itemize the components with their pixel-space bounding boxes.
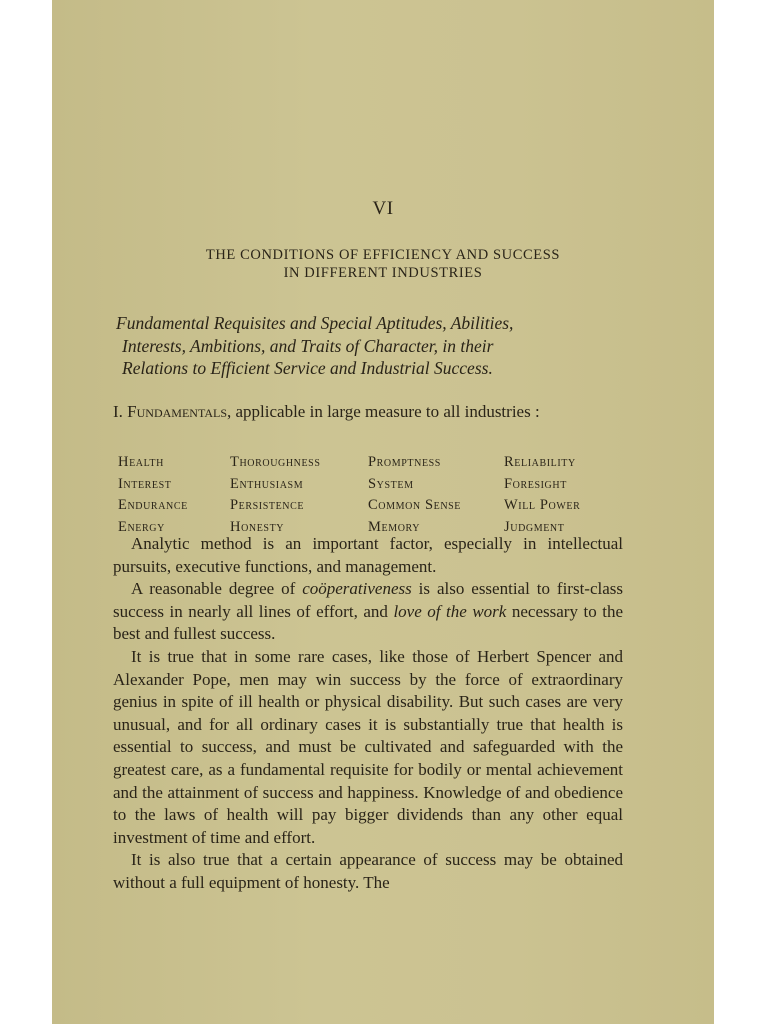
subtitle-line-1: Fundamental Requisites and Special Aptitudes, Abilities, bbox=[116, 313, 514, 333]
trait-cell: System bbox=[368, 475, 414, 492]
trait-cell: Reliability bbox=[504, 454, 576, 471]
subtitle-line-3: Relations to Efficient Service and Industrial Success. bbox=[122, 358, 493, 378]
paragraph-text: is also essential to first-class success in nearly all lines of effort, and bbox=[113, 579, 623, 621]
paragraph-analytic-method: Analytic method is an important factor, especially in intellectual pursuits, executive functions, and management. bbox=[113, 534, 623, 576]
trait-cell: Foresight bbox=[504, 475, 567, 492]
trait-cell: Promptness bbox=[368, 454, 441, 471]
chapter-subtitle bbox=[116, 312, 636, 380]
trait-cell: Enthusiasm bbox=[230, 475, 304, 492]
section-heading bbox=[113, 401, 623, 423]
book-page bbox=[52, 0, 714, 1024]
subtitle-line-2: Interests, Ambitions, and Traits of Character, in their bbox=[122, 335, 494, 356]
trait-cell: Persistence bbox=[230, 497, 305, 514]
trait-cell: Common Sense bbox=[368, 497, 462, 514]
trait-cell: Energy bbox=[118, 518, 165, 535]
trait-cell: Honesty bbox=[230, 518, 285, 535]
section-numeral: I. bbox=[113, 402, 123, 421]
paragraph-honesty: It is also true that a certain appearance of success may be obtained without a full equipment of honesty. The bbox=[113, 850, 623, 892]
emphasis-text: coöperativeness bbox=[302, 579, 412, 599]
trait-cell: Will Power bbox=[504, 497, 581, 514]
chapter-title bbox=[52, 246, 714, 282]
traits-table bbox=[118, 452, 580, 538]
trait-cell: Memory bbox=[368, 518, 421, 535]
trait-cell: Judgment bbox=[504, 518, 565, 535]
trait-cell: Interest bbox=[118, 475, 172, 492]
traits-row bbox=[118, 495, 580, 517]
trait-cell: Health bbox=[118, 454, 164, 471]
trait-cell: Endurance bbox=[118, 497, 188, 514]
chapter-title-line-1: THE CONDITIONS OF EFFICIENCY AND SUCCESS bbox=[205, 247, 561, 263]
paragraph-health: It is true that in some rare cases, like those of Herbert Spencer and Alexander Pope, men may win success by the force of extraordinary genius in spite of ill health or physical disability. But such cases are very unusual, and for all ordinary cases it is substantially true that health is essential to success, and must be cultivated and safeguarded with the greatest care, as a fundamental requisite for bodily or mental achievement and the attainment of success and happiness. Knowledge of and obedience to the laws of health will pay bigger dividends than any other equal investment of time and effort. bbox=[113, 646, 623, 847]
paragraph-text: A reasonable degree of bbox=[131, 579, 303, 599]
emphasis-text: love of the work bbox=[393, 601, 507, 621]
paragraph-cooperativeness bbox=[113, 578, 623, 646]
section-text: applicable in large measure to all industries : bbox=[231, 402, 540, 421]
traits-row bbox=[118, 474, 580, 496]
body-text bbox=[113, 533, 623, 895]
trait-cell: Thoroughness bbox=[230, 454, 321, 471]
traits-row bbox=[118, 452, 580, 474]
paragraph-text: necessary to the best and fullest success. bbox=[113, 601, 624, 644]
chapter-number: VI bbox=[372, 198, 394, 219]
section-title: Fundamentals, bbox=[127, 402, 232, 421]
chapter-title-line-2: IN DIFFERENT INDUSTRIES bbox=[283, 265, 483, 281]
